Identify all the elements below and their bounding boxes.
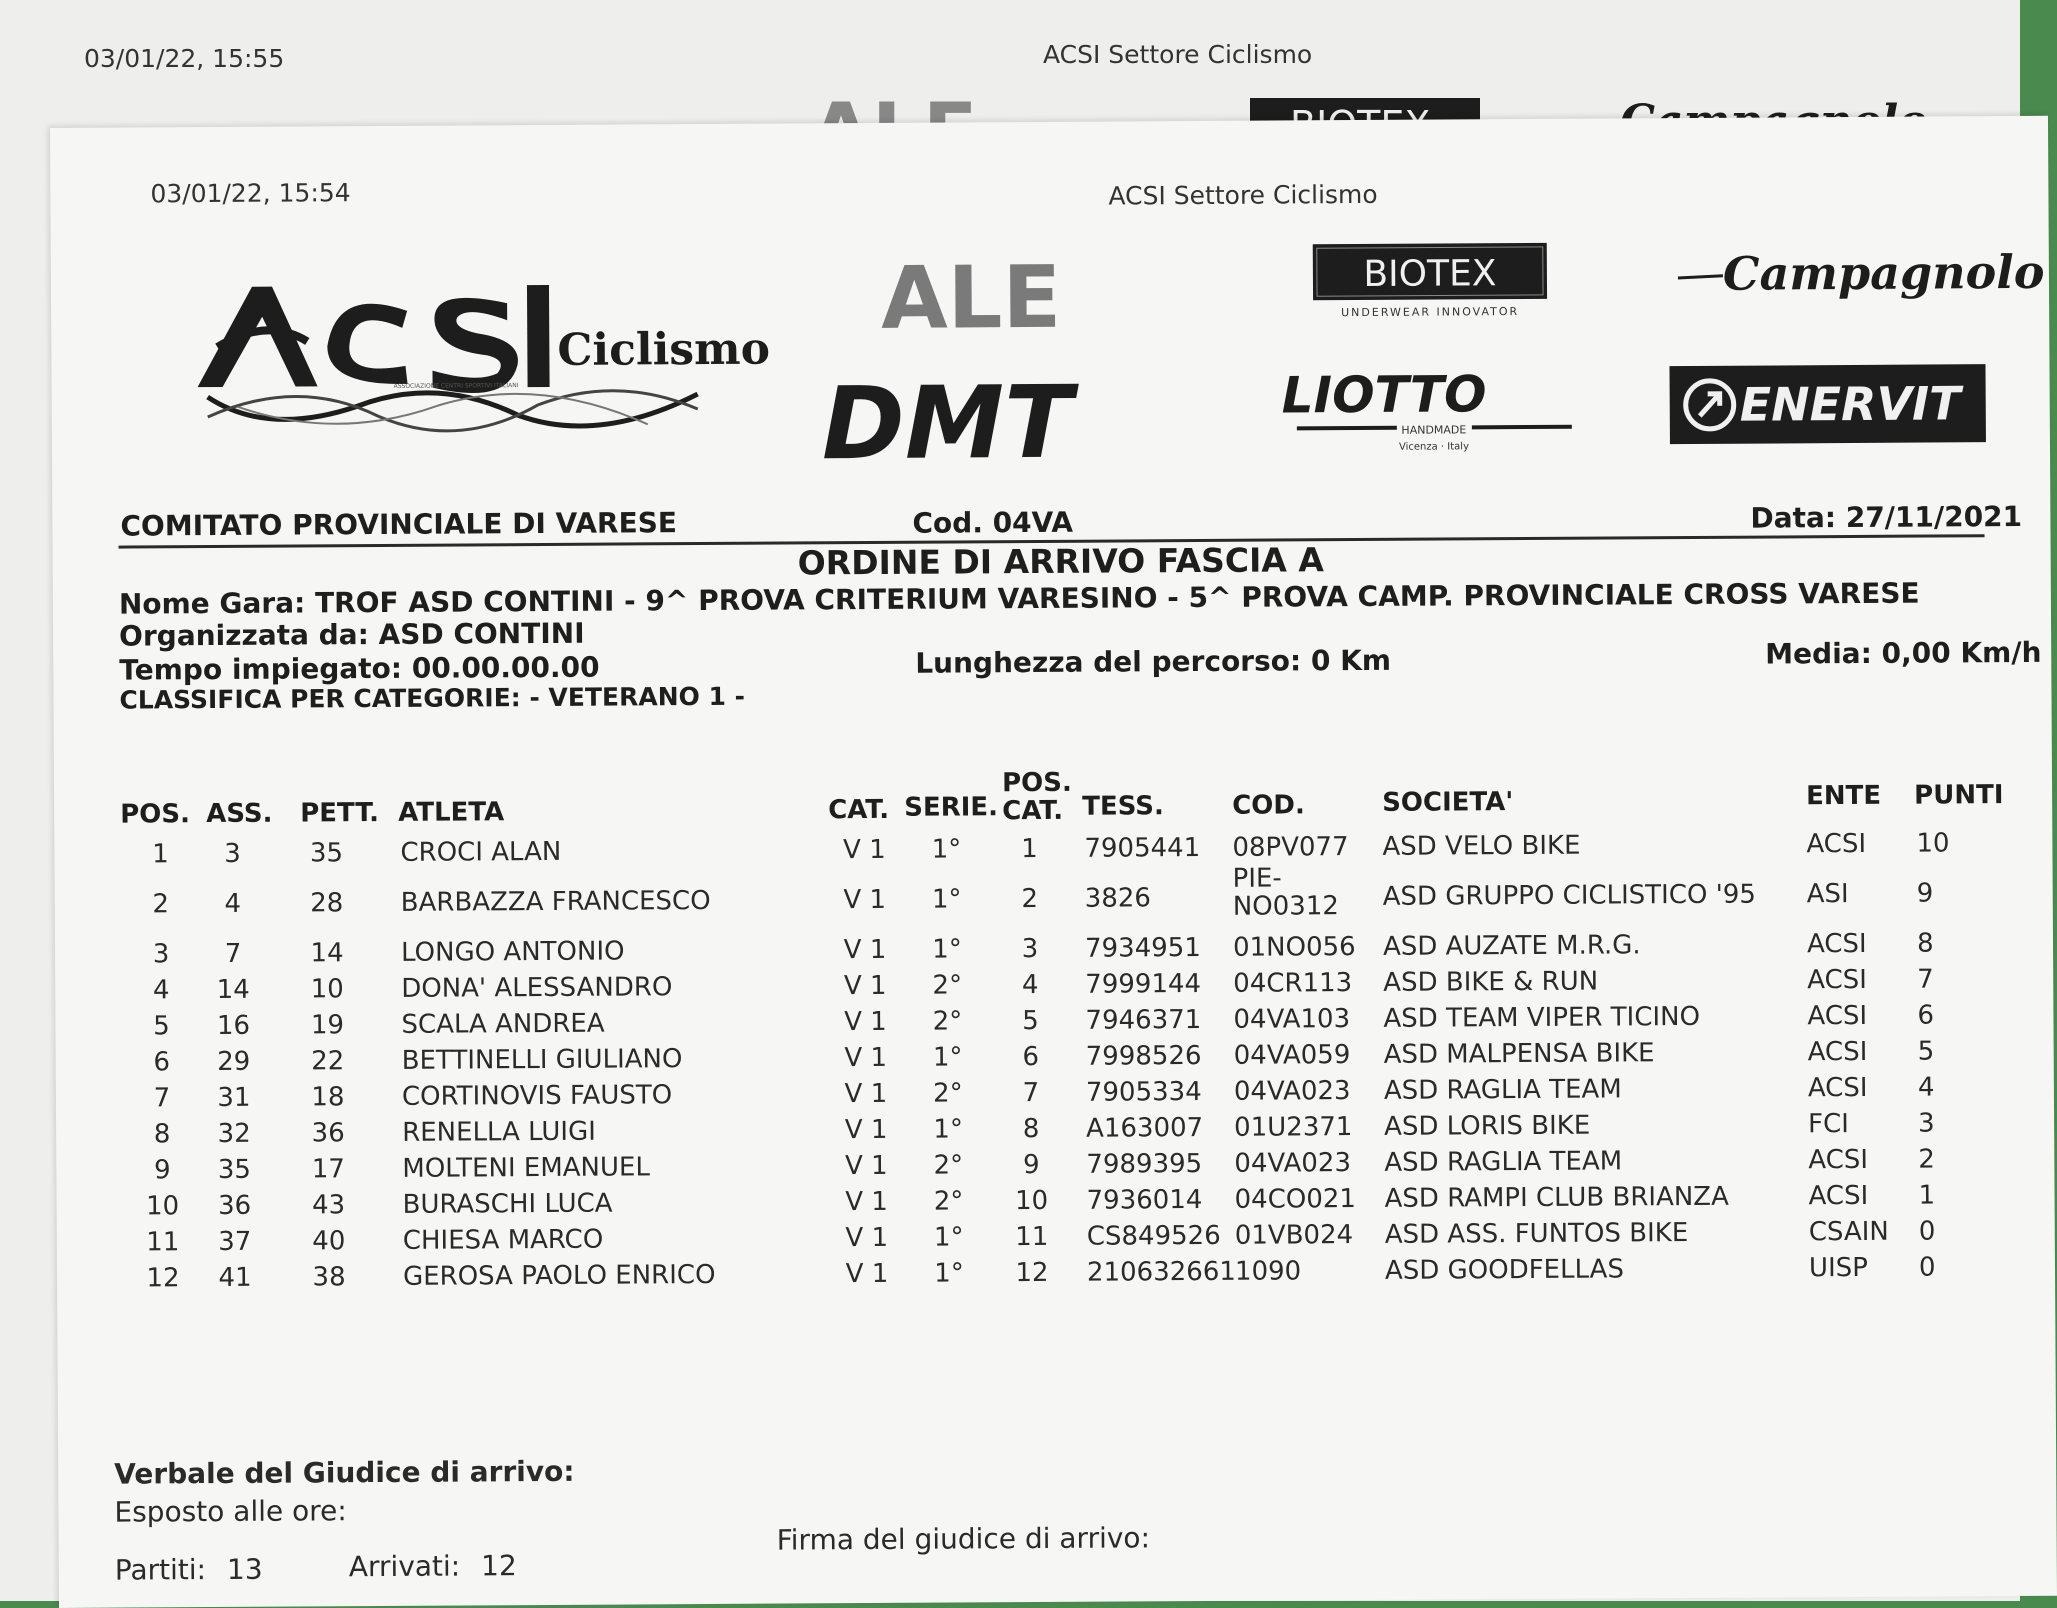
cell-ente: ACSI [1808, 1144, 1869, 1176]
cell-punti: 7 [1917, 964, 1934, 995]
results-table-body [54, 828, 2052, 1294]
cell-atleta: GEROSA PAOLO ENRICO [402, 1259, 716, 1292]
cell-punti: 6 [1917, 1000, 1935, 1031]
race-date: Data: 27/11/2021 [1750, 499, 2023, 535]
committee-name: COMITATO PROVINCIALE DI VARESE [120, 506, 678, 543]
cell-pos-cat: 6 [1022, 1041, 1040, 1073]
cell-pos-cat: 12 [1015, 1257, 1049, 1289]
dmt-logo-text: DMT [821, 363, 1073, 483]
cell-cat: V 1 [843, 884, 887, 916]
cell-ass: 4 [224, 888, 242, 919]
cell-serie: 1° [933, 1222, 964, 1253]
cell-pos: 8 [153, 1119, 171, 1150]
classification: CLASSIFICA PER CATEGORIE: - VETERANO 1 - [119, 681, 746, 715]
cell-punti: 10 [1916, 828, 1950, 859]
cell-tess: 3826 [1084, 883, 1151, 914]
cell-atleta: CHIESA MARCO [402, 1224, 604, 1256]
liotto-logo-text: LIOTTO [1281, 365, 1487, 425]
cell-ass: 37 [218, 1226, 252, 1257]
liotto-origin: Vicenza · Italy [1398, 441, 1470, 453]
cell-tess: A163007 [1086, 1112, 1204, 1144]
cell-tess: 7989395 [1086, 1148, 1203, 1180]
col-header-atleta: ATLETA [398, 797, 505, 828]
acsi-logo-word: Ciclismo [557, 323, 771, 376]
cell-cat: V 1 [844, 1006, 887, 1038]
cell-societa: ASD RAGLIA TEAM [1384, 1146, 1623, 1178]
cell-punti: 5 [1917, 1036, 1935, 1067]
cell-societa: ASD ASS. FUNTOS BIKE [1384, 1218, 1689, 1250]
cell-cat: V 1 [844, 1042, 888, 1074]
cell-cat: V 1 [845, 1186, 888, 1218]
cell-pett: 40 [312, 1226, 346, 1257]
cell-punti: 4 [1917, 1072, 1935, 1103]
biotex-logo [1313, 243, 1554, 328]
cell-cod: PIE-NO0312 [1232, 863, 1339, 922]
cell-cod: 04CO021 [1234, 1184, 1357, 1215]
cell-serie: 2° [932, 1006, 963, 1037]
enervit-logo [1669, 364, 1990, 454]
cell-societa: ASD AUZATE M.R.G. [1382, 930, 1641, 962]
started-value: 13 [226, 1552, 263, 1586]
col-header-pos-cat-line2: CAT. [1002, 795, 1064, 827]
cell-pos-cat: 5 [1022, 1005, 1039, 1037]
cell-ass: 41 [218, 1262, 252, 1293]
cell-societa: ASD GRUPPO CICLISTICO '95 [1382, 879, 1757, 912]
cell-atleta: BURASCHI LUCA [402, 1188, 613, 1220]
cell-ente: UISP [1808, 1252, 1868, 1284]
cell-serie: 1° [932, 934, 962, 965]
cell-pos: 6 [153, 1047, 171, 1078]
col-header-ass: ASS. [206, 798, 273, 830]
average-speed: Media: 0,00 Km/h [1765, 635, 2042, 671]
results-sheet [50, 116, 2057, 1608]
dmt-logo [811, 363, 1192, 483]
campagnolo-logo-text: Campagnolo [1722, 244, 2045, 301]
cell-punti: 0 [1918, 1252, 1936, 1283]
cell-pett: 36 [311, 1118, 345, 1149]
col-header-punti: PUNTI [1914, 780, 2004, 811]
judge-report-label: Verbale del Giudice di arrivo: [114, 1454, 575, 1491]
cell-cat: V 1 [845, 1258, 889, 1290]
table-row [54, 828, 2052, 876]
cell-cod: 08PV077 [1232, 832, 1349, 863]
cell-serie: 1° [934, 1258, 964, 1289]
cell-pos-cat: 4 [1021, 969, 1039, 1001]
arrived-count [349, 1549, 517, 1583]
cell-pett: 14 [310, 938, 344, 969]
cell-ass: 35 [217, 1154, 252, 1185]
cell-cat: V 1 [843, 970, 887, 1002]
cell-ente: ACSI [1806, 828, 1867, 860]
liotto-logo [1271, 359, 1602, 475]
cell-cod: 04VA059 [1233, 1040, 1351, 1071]
cell-pett: 17 [311, 1154, 346, 1185]
arrived-value: 12 [480, 1549, 517, 1583]
cell-cat: V 1 [844, 1078, 888, 1110]
cell-pos: 4 [152, 975, 170, 1006]
ale-logo [871, 241, 1132, 347]
cell-cat: V 1 [843, 934, 887, 966]
cell-pos-cat: 1 [1021, 833, 1038, 865]
cell-ente: ACSI [1806, 928, 1867, 960]
judge-signature-label: Firma del giudice di arrivo: [776, 1521, 1151, 1557]
cell-pos-cat: 8 [1022, 1113, 1040, 1145]
cell-pos-cat: 7 [1022, 1077, 1040, 1109]
cell-atleta: CROCI ALAN [400, 836, 562, 868]
cell-cod: 01U2371 [1234, 1112, 1353, 1143]
col-header-societa: SOCIETA' [1382, 787, 1514, 818]
cell-ente: ACSI [1807, 1036, 1868, 1068]
cell-pett: 19 [310, 1010, 345, 1041]
cell-pett: 28 [310, 888, 344, 919]
cell-ass: 32 [217, 1118, 251, 1149]
col-header-pos-cat-line1: POS. [1001, 767, 1072, 799]
cell-cod: 01NO056 [1232, 932, 1356, 963]
cell-cat: V 1 [843, 834, 886, 866]
arrived-label: Arrivati: [348, 1549, 461, 1584]
exposed-at-label: Esposto alle ore: [114, 1494, 347, 1529]
cell-societa: ASD RAGLIA TEAM [1383, 1074, 1622, 1106]
started-count [115, 1553, 263, 1587]
cell-pos: 3 [152, 939, 170, 970]
cell-serie: 1° [933, 1114, 963, 1145]
campagnolo-logo [1673, 226, 2045, 322]
back-page-timestamp: 03/01/22, 15:55 [84, 44, 285, 73]
cell-punti: 8 [1916, 928, 1934, 959]
cell-societa: ASD BIKE & RUN [1383, 966, 1599, 998]
cell-tess: 7999144 [1085, 968, 1202, 1000]
cell-cat: V 1 [844, 1150, 888, 1182]
cell-pos: 5 [153, 1011, 170, 1042]
cell-societa: ASD VELO BIKE [1382, 830, 1581, 862]
course-length: Lunghezza del percorso: 0 Km [915, 643, 1392, 680]
cell-atleta: MOLTENI EMANUEL [402, 1152, 650, 1184]
col-header-cat: CAT. [828, 794, 890, 826]
acsi-logo-sub: ASSOCIAZIONE CENTRI SPORTIVI ITALIANI [393, 382, 519, 390]
cell-punti: 1 [1918, 1180, 1936, 1211]
cell-atleta: RENELLA LUIGI [402, 1116, 596, 1148]
cell-tess: 7946371 [1085, 1004, 1202, 1036]
cell-pos: 7 [153, 1083, 171, 1114]
cell-ente: ACSI [1807, 1072, 1868, 1104]
document-title: ORDINE DI ARRIVO FASCIA A [797, 540, 1324, 583]
started-label: Partiti: [114, 1553, 207, 1587]
cell-atleta: BARBAZZA FRANCESCO [400, 885, 711, 918]
cell-pett: 38 [312, 1262, 346, 1293]
cell-ente: FCI [1808, 1109, 1849, 1140]
cell-cod: 04VA103 [1233, 1004, 1351, 1035]
cell-tess: 7998526 [1085, 1040, 1202, 1072]
cell-pett: 43 [311, 1190, 346, 1221]
biotex-tagline: UNDERWEAR INNOVATOR [1341, 305, 1520, 320]
cell-ente: ACSI [1807, 1000, 1868, 1032]
cell-societa: ASD MALPENSA BIKE [1383, 1038, 1655, 1070]
cell-cod: 01VB024 [1234, 1220, 1354, 1251]
organizer: Organizzata da: ASD CONTINI [119, 616, 585, 653]
enervit-logo-text: ENERVIT [1739, 376, 1961, 432]
cell-serie: 2° [933, 1186, 964, 1217]
cell-ente: CSAIN [1808, 1216, 1889, 1248]
cell-ente: ASI [1806, 879, 1849, 910]
cell-serie: 1° [931, 834, 962, 865]
col-header-tess: TESS. [1082, 791, 1164, 822]
cell-cod: 04VA023 [1233, 1076, 1351, 1107]
cell-ass: 31 [217, 1082, 251, 1113]
liotto-handmade: HANDMADE [1401, 423, 1467, 437]
cell-pos: 11 [146, 1227, 180, 1258]
cell-ass: 3 [224, 838, 241, 869]
cell-pos-cat: 9 [1022, 1149, 1040, 1181]
cell-tess: 7934951 [1084, 932, 1201, 964]
cell-tess: CS849526 [1086, 1220, 1221, 1252]
cell-atleta: BETTINELLI GIULIANO [401, 1044, 683, 1076]
cell-pos-cat: 3 [1021, 933, 1039, 965]
time-used: Tempo impiegato: 00.00.00.00 [119, 650, 600, 687]
cell-serie: 1° [931, 884, 962, 915]
cell-pos: 12 [146, 1263, 180, 1294]
cell-societa: ASD LORIS BIKE [1384, 1110, 1591, 1142]
cell-pos: 2 [152, 889, 170, 920]
cell-serie: 2° [933, 1150, 964, 1181]
cell-atleta: CORTINOVIS FAUSTO [401, 1080, 673, 1112]
col-header-cod: COD. [1232, 790, 1305, 821]
cell-pett: 22 [311, 1046, 345, 1077]
cell-serie: 2° [933, 1078, 963, 1109]
cell-pos-cat: 10 [1014, 1185, 1049, 1217]
back-page-site-title: ACSI Settore Ciclismo [1043, 40, 1313, 69]
cell-atleta: DONA' ALESSANDRO [401, 972, 673, 1004]
cell-punti: 3 [1918, 1108, 1935, 1139]
cell-societa: ASD TEAM VIPER TICINO [1383, 1001, 1701, 1034]
race-name: Nome Gara: TROF ASD CONTINI - 9^ PROVA CRITERIUM VARESINO - 5^ PROVA CAMP. PROVINCIALE CROSS VARESE [118, 576, 1920, 621]
cell-serie: 2° [932, 970, 963, 1001]
cell-atleta: SCALA ANDREA [401, 1008, 605, 1040]
cell-pos: 9 [153, 1155, 171, 1186]
cell-punti: 2 [1918, 1144, 1935, 1175]
cell-pos: 10 [145, 1191, 180, 1222]
cell-pett: 10 [310, 974, 344, 1005]
col-header-pett: PETT. [300, 798, 380, 829]
table-row [55, 863, 2053, 926]
cell-pos-cat: 11 [1015, 1221, 1049, 1253]
cell-atleta: LONGO ANTONIO [400, 936, 625, 968]
col-header-serie: SERIE. [904, 792, 999, 823]
committee-code: Cod. 04VA [912, 505, 1074, 540]
cell-societa: ASD RAMPI CLUB BRIANZA [1384, 1181, 1729, 1214]
cell-ass: 29 [217, 1046, 251, 1077]
col-header-pos: POS. [120, 799, 191, 830]
cell-cod: 04VA023 [1234, 1148, 1352, 1179]
cell-ente: ACSI [1808, 1180, 1869, 1212]
cell-ass: 7 [224, 938, 242, 969]
cell-societa: ASD GOODFELLAS [1384, 1254, 1625, 1286]
cell-cod: 04CR113 [1233, 968, 1353, 999]
cell-ente: ACSI [1807, 964, 1867, 996]
biotex-logo-text: BIOTEX [1363, 253, 1497, 295]
cell-tess: 210632661 [1086, 1256, 1236, 1288]
cell-cod: 1090 [1234, 1256, 1302, 1287]
page-timestamp: 03/01/22, 15:54 [150, 178, 351, 209]
cell-punti: 9 [1916, 878, 1934, 909]
cell-tess: 7905334 [1085, 1076, 1202, 1108]
cell-ass: 16 [216, 1010, 251, 1041]
cell-punti: 0 [1918, 1216, 1936, 1247]
cell-pett: 18 [311, 1082, 345, 1113]
cell-tess: 7905441 [1084, 832, 1201, 864]
cell-serie: 1° [932, 1042, 963, 1073]
page-site-title: ACSI Settore Ciclismo [1108, 179, 1378, 211]
cell-pos: 1 [152, 839, 169, 870]
cell-ass: 14 [216, 974, 250, 1005]
cell-cat: V 1 [844, 1114, 888, 1146]
ale-logo-text: ALE [880, 247, 1062, 349]
cell-cat: V 1 [845, 1222, 889, 1254]
cell-pett: 35 [309, 838, 344, 869]
cell-tess: 7936014 [1086, 1184, 1203, 1216]
cell-pos-cat: 2 [1021, 883, 1039, 915]
col-header-ente: ENTE [1806, 780, 1882, 812]
cell-ass: 36 [217, 1190, 252, 1221]
acsi-ciclismo-logo [177, 264, 771, 447]
